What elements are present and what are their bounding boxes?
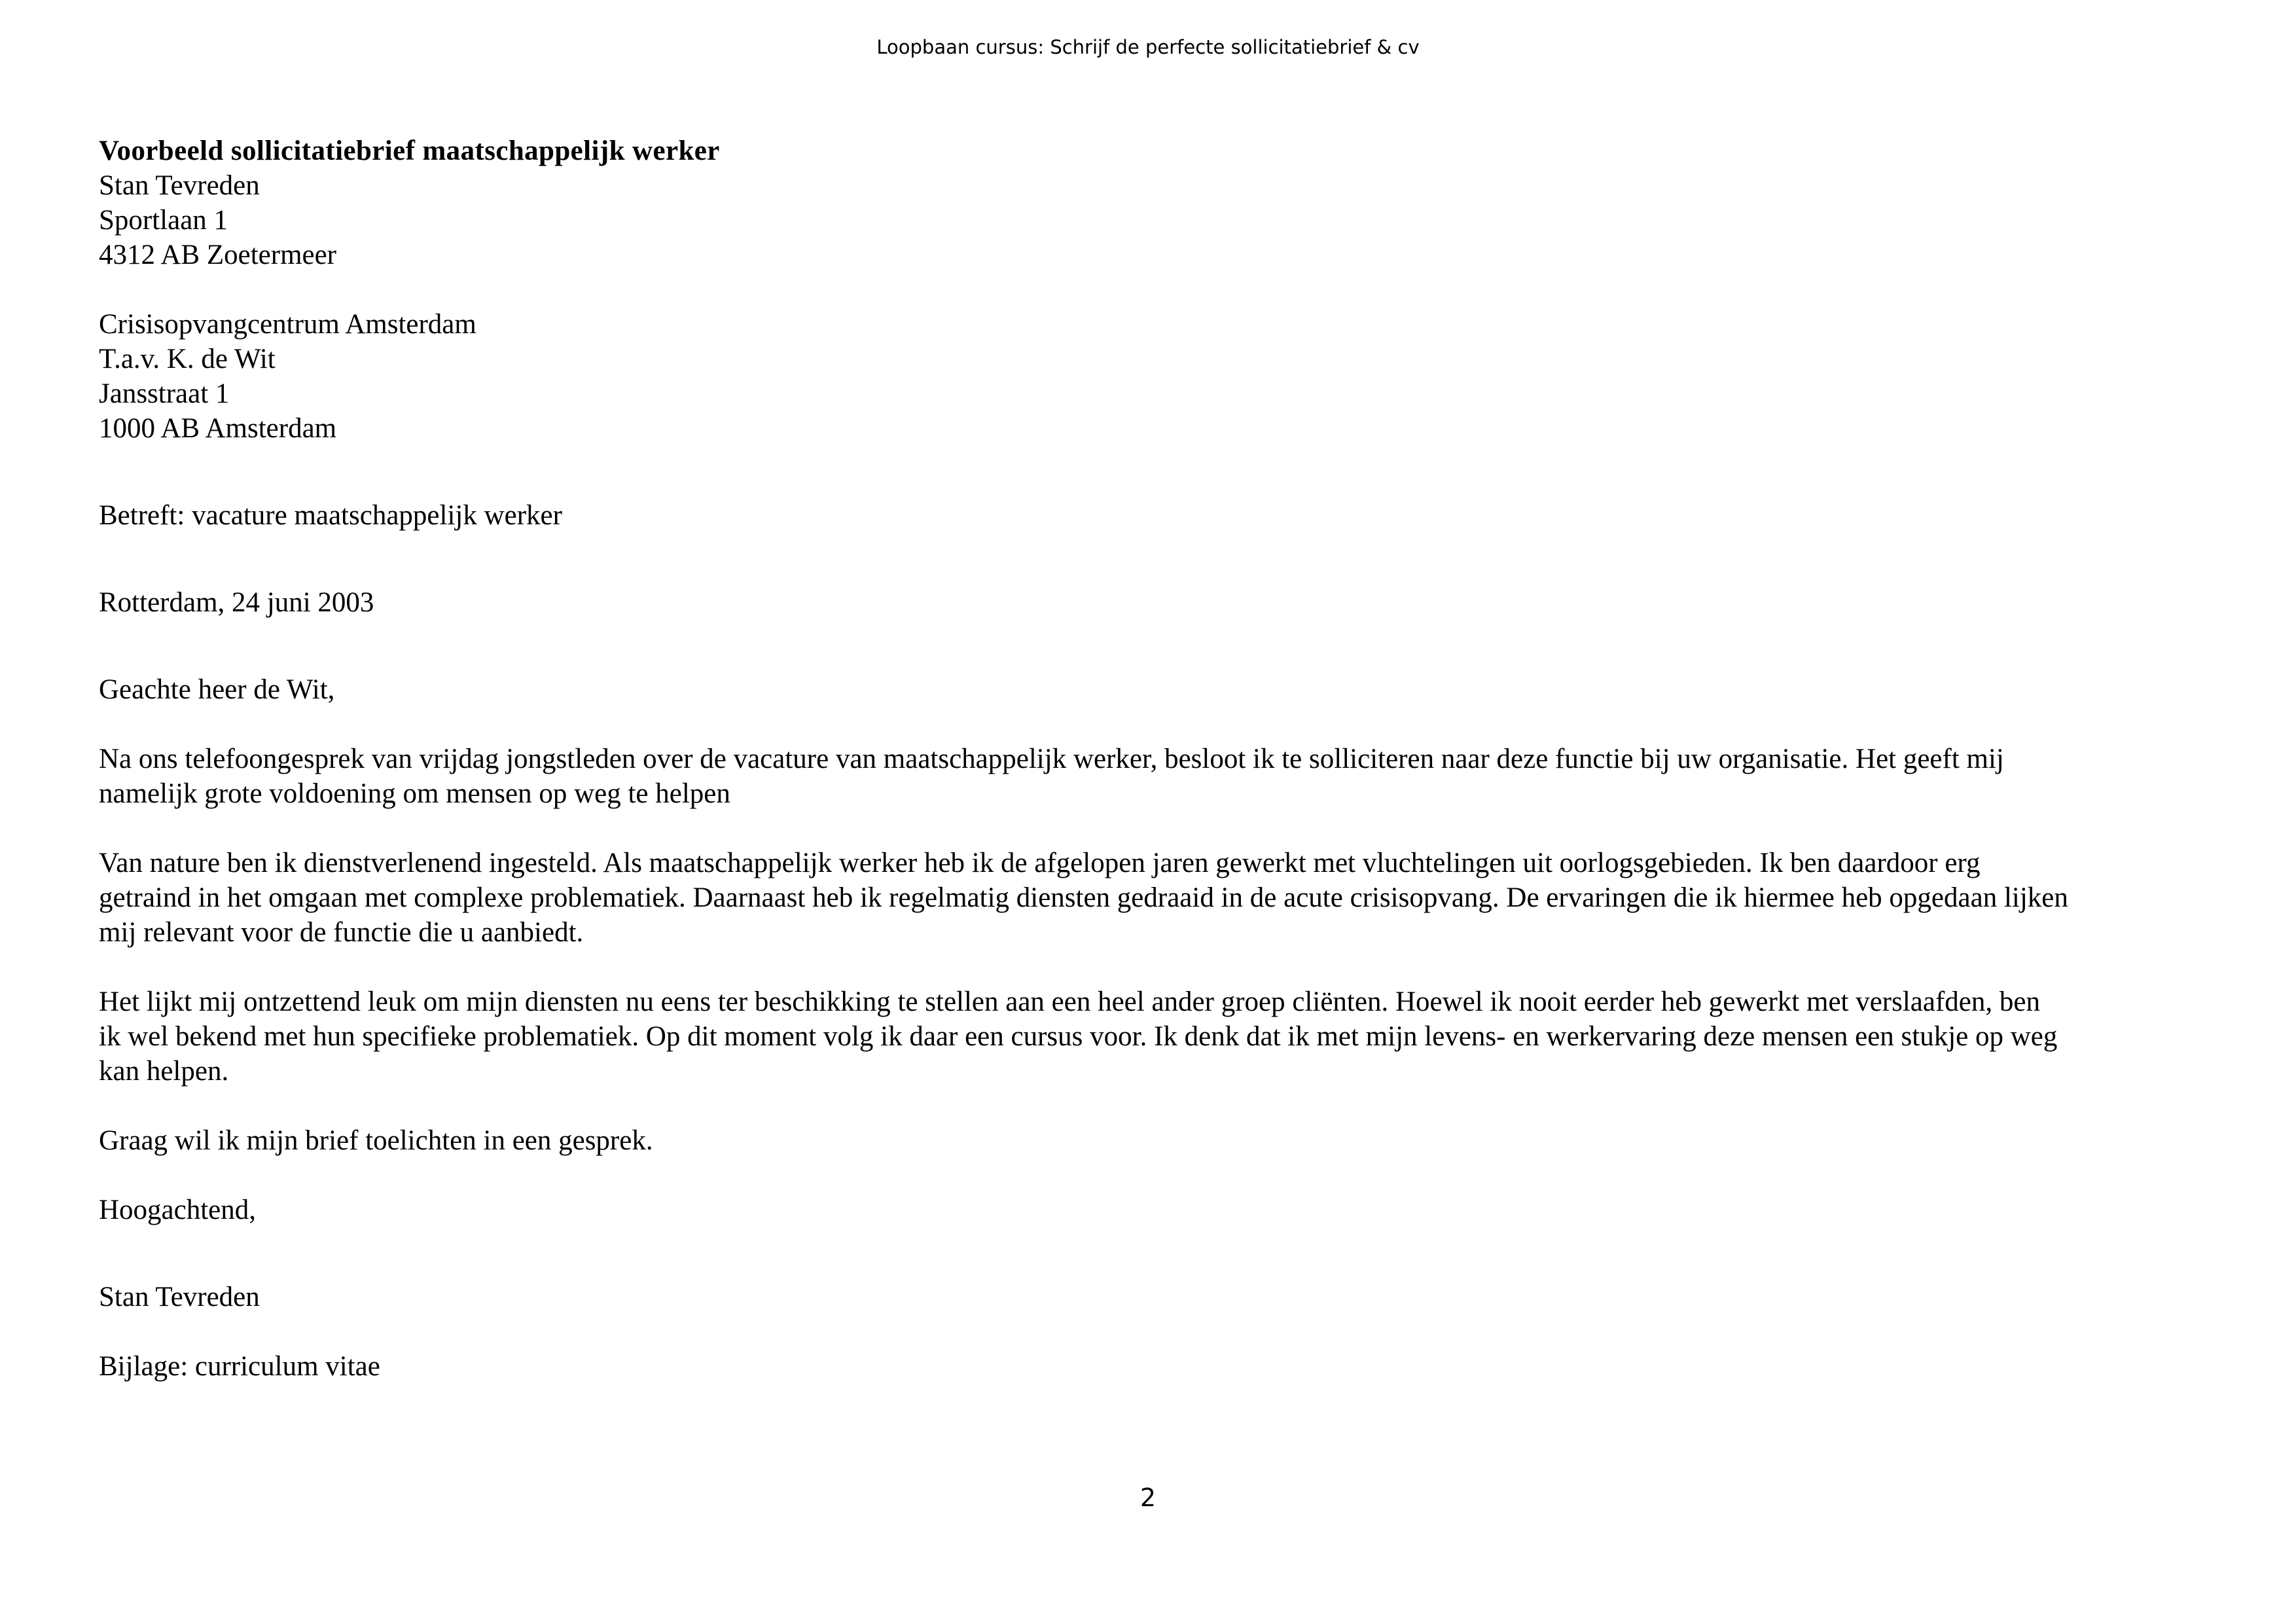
paragraph-line: kan helpen. xyxy=(99,1056,229,1087)
page-header: Loopbaan cursus: Schrijf de perfecte sollicitatiebrief & cv xyxy=(876,36,1420,58)
letter-body xyxy=(99,134,2213,1384)
recipient-street: Jansstraat 1 xyxy=(99,378,230,409)
letter-title: Voorbeeld sollicitatiebrief maatschappelijk werker xyxy=(99,135,720,166)
paragraph-2 xyxy=(99,846,2213,950)
sender-street: Sportlaan 1 xyxy=(99,205,228,236)
paragraph-line: namelijk grote voldoening om mensen op weg te helpen xyxy=(99,778,730,809)
paragraph-line: Graag wil ik mijn brief toelichten in een gesprek. xyxy=(99,1125,653,1156)
recipient-city: 1000 AB Amsterdam xyxy=(99,413,337,444)
page-number: 2 xyxy=(1139,1483,1157,1512)
salutation: Geachte heer de Wit, xyxy=(99,674,335,705)
paragraph-3 xyxy=(99,984,2213,1089)
attachment-note: Bijlage: curriculum vitae xyxy=(99,1351,380,1382)
closing: Hoogachtend, xyxy=(99,1195,257,1225)
sender-city: 4312 AB Zoetermeer xyxy=(99,240,337,270)
paragraph-4 xyxy=(99,1123,2213,1158)
recipient-organization: Crisisopvangcentrum Amsterdam xyxy=(99,309,476,340)
paragraph-1 xyxy=(99,742,2213,811)
sender-name: Stan Tevreden xyxy=(99,170,260,201)
paragraph-line: Het lijkt mij ontzettend leuk om mijn diensten nu eens ter beschikking te stellen aan een heel ander groep cliënten. Hoewel ik nooit eerder heb gewerkt met verslaafden, ben xyxy=(99,986,2040,1017)
paragraph-line: Na ons telefoongesprek van vrijdag jongstleden over de vacature van maatschappelijk werker, besloot ik te solliciteren naar deze functie bij uw organisatie. Het geeft mij xyxy=(99,744,2004,774)
paragraph-line: Van nature ben ik dienstverlenend ingesteld. Als maatschappelijk werker heb ik de afgelopen jaren gewerkt met vluchtelingen uit oorlogsgebieden. Ik ben daardoor erg xyxy=(99,848,1981,878)
paragraph-line: getraind in het omgaan met complexe problematiek. Daarnaast heb ik regelmatig diensten gedraaid in de acute crisisopvang. De ervaringen die ik hiermee heb opgedaan lijken xyxy=(99,882,2068,913)
subject-line: Betreft: vacature maatschappelijk werker xyxy=(99,500,562,531)
paragraph-line: ik wel bekend met hun specifieke problematiek. Op dit moment volg ik daar een cursus voor. Ik denk dat ik met mijn levens- en werkervaring deze mensen een stukje op weg xyxy=(99,1021,2058,1052)
place-date: Rotterdam, 24 juni 2003 xyxy=(99,587,374,618)
paragraph-line: mij relevant voor de functie die u aanbiedt. xyxy=(99,917,584,948)
recipient-attention: T.a.v. K. de Wit xyxy=(99,344,276,374)
signature: Stan Tevreden xyxy=(99,1282,260,1312)
